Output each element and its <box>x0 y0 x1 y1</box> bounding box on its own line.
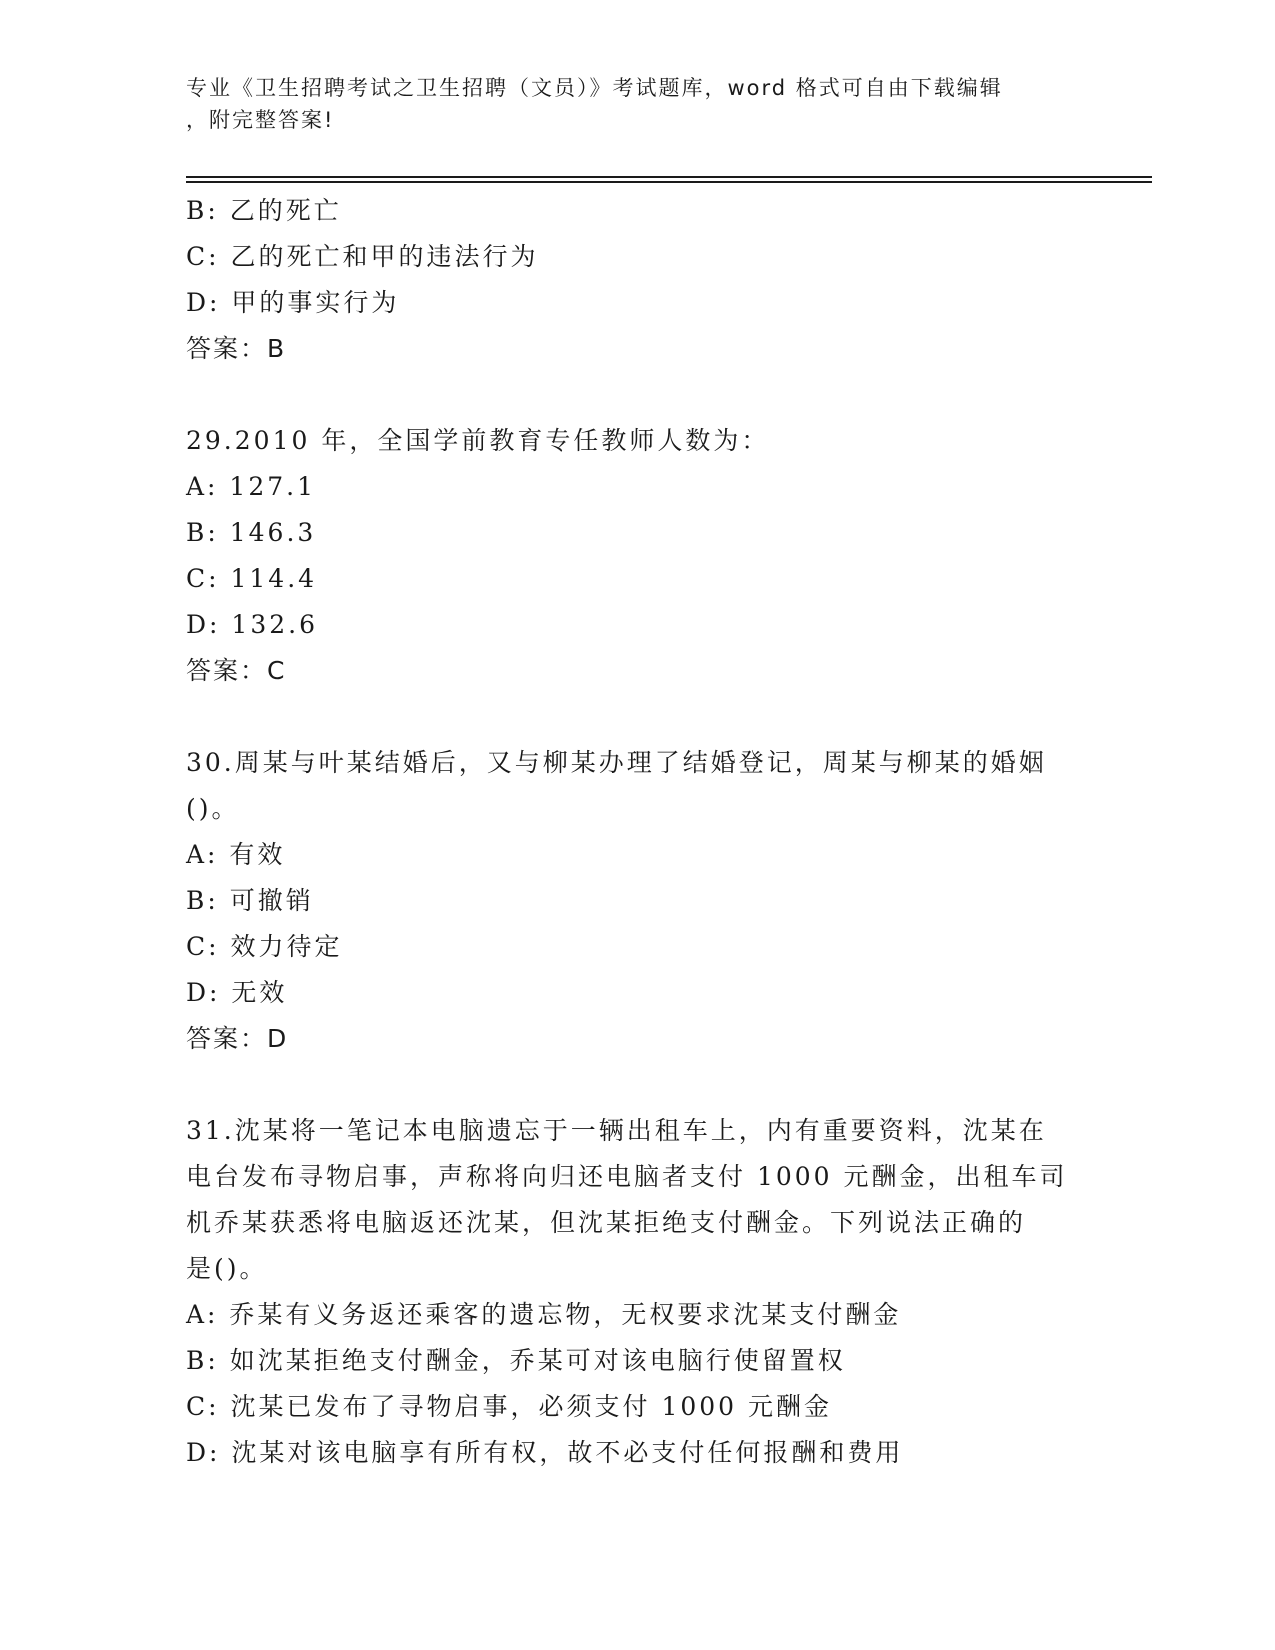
q30-option-d: D: 无效 <box>186 978 288 1007</box>
q31-question-line-4: 是()。 <box>186 1254 268 1283</box>
q30-question-line-2: ()。 <box>186 794 240 823</box>
q29-option-b: B: 146.3 <box>186 518 317 547</box>
q29-answer: 答案：C <box>186 656 287 685</box>
q31-question-line-3: 机乔某获悉将电脑返还沈某，但沈某拒绝支付酬金。下列说法正确的 <box>186 1208 1027 1237</box>
q31-option-c: C: 沈某已发布了寻物启事，必须支付 1000 元酬金 <box>186 1392 833 1421</box>
question-list <box>186 188 1086 1476</box>
q31-option-b: B: 如沈某拒绝支付酬金，乔某可对该电脑行使留置权 <box>186 1346 846 1375</box>
header-divider-bottom <box>186 181 1152 183</box>
q29-question: 29.2010 年，全国学前教育专任教师人数为： <box>186 426 770 455</box>
q30-option-c: C: 效力待定 <box>186 932 343 961</box>
q30-option-b: B: 可撤销 <box>186 886 314 915</box>
q31-question-line-2: 电台发布寻物启事，声称将向归还电脑者支付 1000 元酬金，出租车司 <box>186 1162 1068 1191</box>
question-29 <box>186 418 1086 694</box>
q28-option-d: D: 甲的事实行为 <box>186 288 400 317</box>
spacer <box>186 1062 1086 1108</box>
header-title-line-2: ，附完整答案! <box>186 108 335 132</box>
q28-answer: 答案：B <box>186 334 287 363</box>
q30-option-a: A: 有效 <box>186 840 286 869</box>
q31-option-d: D: 沈某对该电脑享有所有权，故不必支付任何报酬和费用 <box>186 1438 904 1467</box>
q28-option-b: B: 乙的死亡 <box>186 196 342 225</box>
header-title-line-1: 专业《卫生招聘考试之卫生招聘（文员）》考试题库，word 格式可自由下载编辑 <box>186 76 1003 100</box>
header-divider-top <box>186 176 1152 178</box>
q31-option-a: A: 乔某有义务返还乘客的遗忘物，无权要求沈某支付酬金 <box>186 1300 902 1329</box>
q29-option-d: D: 132.6 <box>186 610 318 639</box>
q30-answer: 答案：D <box>186 1024 289 1053</box>
q30-question-line-1: 30.周某与叶某结婚后，又与柳某办理了结婚登记，周某与柳某的婚姻 <box>186 748 1047 777</box>
q29-option-a: A: 127.1 <box>186 472 316 501</box>
q31-question-line-1: 31.沈某将一笔记本电脑遗忘于一辆出租车上，内有重要资料，沈某在 <box>186 1116 1047 1145</box>
spacer <box>186 372 1086 418</box>
question-30 <box>186 740 1086 1062</box>
question-28 <box>186 188 1086 372</box>
page-header <box>186 72 1086 136</box>
question-31 <box>186 1108 1086 1476</box>
q28-option-c: C: 乙的死亡和甲的违法行为 <box>186 242 539 271</box>
spacer <box>186 694 1086 740</box>
q29-option-c: C: 114.4 <box>186 564 318 593</box>
